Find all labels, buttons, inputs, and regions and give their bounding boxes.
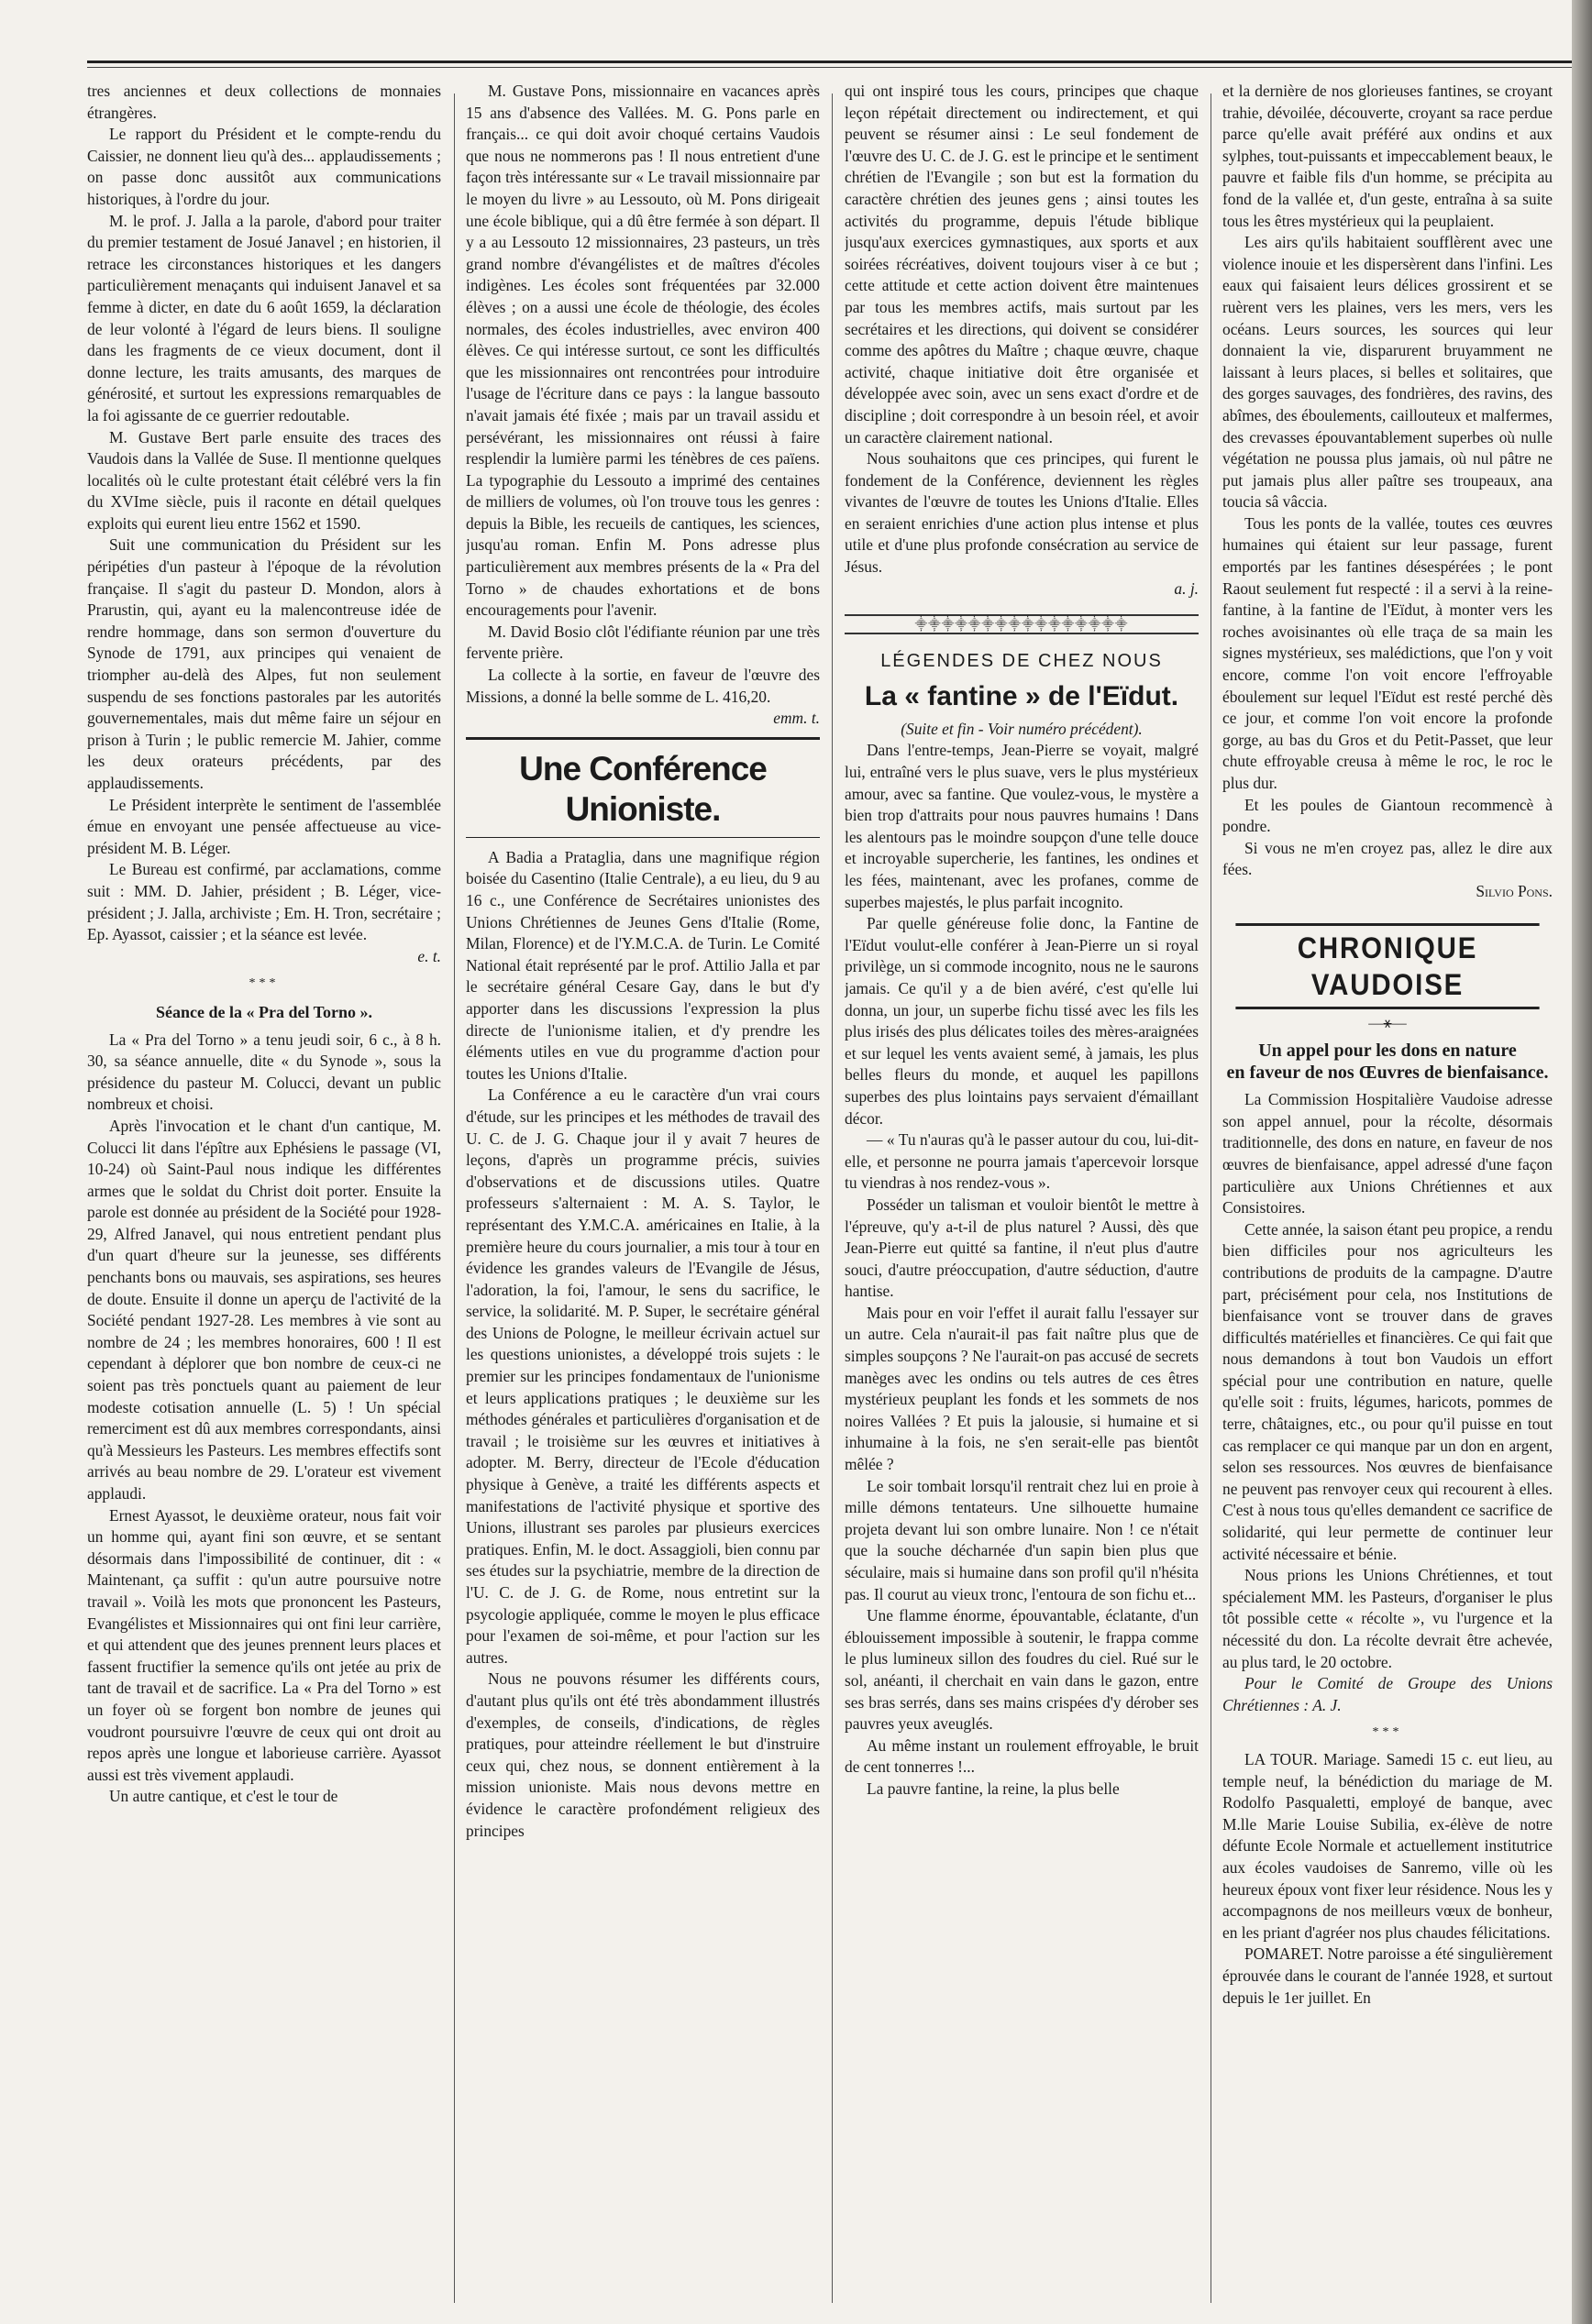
paragraph: — « Tu n'auras qu'à le passer autour du cou, lui-dit-elle, et personne ne pourra jamais t'apercevoir lorsque tu viendras à nos rendez-vous ». xyxy=(845,1130,1199,1193)
column-divider xyxy=(454,94,455,2303)
article-title: La « fantine » de l'Eïdut. xyxy=(864,680,1179,711)
paragraph: Le rapport du Président et le compte-rendu du Caissier, ne donnent lieu qu'à des... applaudissements ; on passe donc aussitôt aux communications historiques, à l'ordre du jour. xyxy=(87,125,441,208)
paragraph: La collecte à la sortie, en faveur de l'œuvre des Missions, a donné la belle somme de L. 416,20. xyxy=(466,666,820,706)
paragraph: Nous prions les Unions Chrétiennes, et tout spécialement MM. les Pasteurs, d'organiser le plus tôt possible cette « récolte », vu l'urgence et la nécessité du don. La récolte devrait être achevée, au plus tard, le 20 octobre. xyxy=(1222,1566,1553,1671)
paragraph: Et les poules de Giantoun recommencè à pondre. xyxy=(1222,795,1553,836)
paragraph: Par quelle généreuse folie donc, la Fantine de l'Eïdut voulut-elle conférer à Jean-Pierre un si royal privilège, un si commode incognito, nous ne le saurons jamais. Ce qu'il y a de bien avéré, c'est qu'elle lui donna, un jour, un superbe fichu tissé avec les fils les plus irisés des plus délicates toiles des mères-araignées et sur lequel les vents avaient semé, à jamais, les plus belles fleurs du monde, et auquel les papillons superbes des plus lointains pays servaient d'émaillant décor. xyxy=(845,914,1199,1128)
signature: Silvio Pons. xyxy=(1476,881,1553,900)
paragraph: Dans l'entre-temps, Jean-Pierre se voyait, malgré lui, entraîné vers le plus suave, vers le plus mystérieux amour, avec sa fantine. Que voulez-vous, le mystère a bien trop d'attraits pour nous pauvres humains ! Dans les alentours pas le moindre soupçon d'une telle douce et incroyable supercherie, les fantines, les ondines et les fées, maintenant, avec les profanes, comme de superbes majestés, le plus parfait incognito. xyxy=(845,741,1199,911)
ornament: —⚹— xyxy=(1368,1015,1407,1031)
paragraph: La Commission Hospitalière Vaudoise adresse son appel annuel, pour la récolte, désormais traditionnelle, des dons en nature, en faveur de nos œuvres de bienfaisance, appel adressé d'une façon particulière aux Unions Chrétiennes et aux Consistoires. xyxy=(1222,1090,1553,1217)
page-edge-shadow xyxy=(1572,0,1592,2324)
paragraph: Si vous ne m'en croyez pas, allez le dire aux fées. xyxy=(1222,838,1553,879)
newspaper-columns xyxy=(87,81,1559,2318)
appeal-heading-line1: Un appel pour les dons en nature xyxy=(1258,1041,1517,1062)
section-stars: *** xyxy=(1372,1725,1403,1740)
paragraph: Le soir tombait lorsqu'il rentrait chez lui en proie à mille démons tentateurs. Une silhouette humaine projeta devant lui son ombre lunaire. Non ! ce n'était que la souche décharnée d'un sapin bien plus que séculaire, mais si humaine dans son profil qu'il n'hésita pas. Il courut au vieux tronc, l'entoura de son fichu et... xyxy=(845,1476,1199,1603)
paragraph: Un autre cantique, et c'est le tour de xyxy=(109,1787,338,1806)
section-stars: *** xyxy=(249,976,280,991)
paragraph: Nous ne pouvons résumer les différents cours, d'autant plus qu'ils ont été très abondamment illustrés d'exemples, de conseils, d'indications, de règles pratiques, pour atteindre réellement le but d'instruire ceux qui, chez nous, se donnent entièrement à la mission unioniste. Mais nous devons mettre en évidence le caractère profondément religieux des principes xyxy=(466,1669,820,1840)
subheading: Séance de la « Pra del Torno ». xyxy=(155,1002,372,1021)
article-title: Une Conférence Unioniste. xyxy=(466,737,820,838)
paragraph: A Badia a Prataglia, dans une magnifique région boisée du Casentino (Italie Centrale), a eu lieu, du 9 au 16 c., une Conférence de Secrétaires unionistes des Unions Chrétiennes de Jeunes Gens d'Italie (Rome, Milan, Florence) et de l'Y.M.C.A. de Turin. Le Comité National était représenté par le prof. Attilio Jalla et par le secrétaire général Cesare Gay, dans le but d'y apporter dans les discussions l'expression la plus directe de l'unionisme italien, et d'y prendre les éléments utiles en vue du programme d'action pour toutes les Unions d'Italie. xyxy=(466,847,820,1083)
paragraph: M. Gustave Pons, missionnaire en vacances après 15 ans d'absence des Vallées. M. G. Pons parle en français... ce qui doit avoir choqué certains Vaudois que nous ne nommerons pas ! Il nous entretient d'une façon très intéressante sur « Le travail missionnaire par le moyen du livre » au Lessouto, où M. Pons dirigeait une école biblique, qui a dû être fermée à son départ. Il y a au Lessouto 12 missionnaires, 23 pasteurs, un très grand nombre d'évangélistes et de maîtres d'écoles indigènes. Les écoles sont fréquentées par 32.000 élèves ; on a aussi une école de théologie, des écoles normales, des écoles industrielles, avec environ 400 élèves. Ce qui intéresse surtout, ce sont les difficultés que les missionnaires ont rencontrées pour introduire l'usage de l'écriture dans ce pays : la langue bassouto n'avait jamais été fixée ; mais par un travail assidu et persévérant, les missionnaires ont réussi à faire resplendir la lumière parmi les ténèbres de ces païens. La typographie du Lessouto a imprimé des centaines de milliers de volumes, où l'on trouve tous les genres : depuis la Bible, les recueils de cantiques, les sciences, jusqu'au roman. Enfin M. Pons adresse plus particulièrement aux membres présents de la « Pra del Torno » de chaudes exhortations et de bons encouragements pour l'avenir. xyxy=(466,82,820,620)
paragraph: Le Bureau est confirmé, par acclamations, comme suit : MM. D. Jahier, président ; B. Léger, vice-président ; J. Jalla, archiviste ; Em. H. Tron, secrétaire ; Ep. Ayassot, caissier ; et la séance est levée. xyxy=(87,860,441,944)
paragraph: POMARET. Notre paroisse a été singulièrement éprouvée dans le courant de l'année 1928, et surtout depuis le 1er juillet. En xyxy=(1222,1944,1553,2007)
paragraph: qui ont inspiré tous les cours, principes que chaque leçon répétait directement ou indirectement, et qui peuvent se résumer ainsi : Le seul fondement de l'œuvre des U. C. de J. G. est le principe et le sentiment chrétien de l'Evangile ; son but est la formation du caractère chrétien des jeunes gens ; ainsi toutes les activités du programme, depuis l'étude biblique jusqu'aux exercices gymnastiques, aux sports et aux soirées récréatives, doivent toujours viser à ce but ; cette attitude et cette action doivent être maintenues par tous les membres actifs, mais surtout par les secrétaires et les directions, qui doivent se considérer comme des apôtres du Maître ; chaque œuvre, chaque activité, chaque initiative doit être organisée et développée avec soin, avec un sens exact d'ordre et de discipline ; doit correspondre à un besoin réel, et avoir un caractère clairement national. xyxy=(845,82,1199,446)
section-heading: LÉGENDES DE CHEZ NOUS xyxy=(880,651,1163,672)
ornament-divider: ⸎⸎⸎⸎⸎⸎⸎⸎⸎⸎⸎⸎⸎⸎⸎⸎ xyxy=(845,614,1199,634)
appeal-heading-line2: en faveur de nos Œuvres de bienfaisance. xyxy=(1226,1063,1549,1084)
column-4 xyxy=(1222,81,1553,2318)
paragraph: Le Président interprète le sentiment de l'assemblée émue en envoyant une pensée affectueuse au vice-président M. B. Léger. xyxy=(87,795,441,857)
signature: a. j. xyxy=(1174,578,1199,598)
paragraph: Une flamme énorme, épouvantable, éclatante, d'un éblouissement impossible à soutenir, le frappa comme le plus lumineux sillon des foudres du ciel. Rué sur le sol, anéanti, il cherchait en vain dans le gazon, entre ses bras serrés, dans ses mains crispées d'y dérober ses pauvres yeux aveuglés. xyxy=(845,1606,1199,1734)
paragraph: Pour le Comité de Groupe des Unions Chrétiennes : A. J. xyxy=(1222,1674,1553,1714)
paragraph: Après l'invocation et le chant d'un cantique, M. Colucci lit dans l'épître aux Ephésiens le passage (VI, 10-24) où Saint-Paul nous indique les différentes armes que le soldat du Christ doit porter. Ensuite la parole est donnée au président de la Société pour 1928-29, Alfred Janavel, qui nous entretient pendant plus d'un quart d'heure sur la jeunesse, ses différents penchants bons ou mauvais, ses aspirations, ses heures de doute. Ensuite il donne un aperçu de l'activité de la Société pendant 1927-28. Les membres à vie sont au nombre de 24 ; les membres honoraires, 600 ! Il est cependant à déplorer que bon nombre de ceux-ci ne soient pas très ponctuels quant au paiement de leur modeste cotisation annuelle (L. 5) ! Un spécial remerciment est dû aux membres correspondants, ainsi qu'à Messieurs les Pasteurs. Les membres effectifs sont arrivés au beau nombre de 29. L'orateur est vivement applaudi. xyxy=(87,1116,441,1503)
top-rule-thin xyxy=(87,67,1592,68)
paragraph: Tous les ponts de la vallée, toutes ces œuvres humaines qui étaient sur leur passage, furent emportés par les fantines désespérées ; le pont Raout seulement fut respecté : il a servi à la reine-fantine, à la fantine de l'Eïdut, à monter vers les roches avoisinantes où elle traça de sa main les signes mystérieux, ses malédictions, que l'on y voit encore, comme l'on voit encore l'effroyable éboulement sur lequel l'Eïdut est resté perché dès ce jour, et comme l'on voit encore la profonde gorge, au bas du Gros et du Petit-Passet, que leur chute effroyable creusa à même le roc, le roc le plus dur. xyxy=(1222,513,1553,792)
paragraph: Suit une communication du Président sur les péripéties d'un pasteur à l'époque de la révolution française. Il s'agit du pasteur D. Mondon, alors à Prarustin, qui, ayant eu la malencontreuse idée de rendre hommage, dans son sermon d'ouverture du Synode de 1791, aux principes qui venaient de triompher au-delà des Alpes, fut non seulement suspendu de ses fonctions pastorales par les autorités gouvernementales, mais dut même faire un séjour en prison à Turin ; le public remercie M. Jahier, comme les deux orateurs précédents, par des applaudissements. xyxy=(87,535,441,792)
paragraph: Posséder un talisman et vouloir bientôt le mettre à l'épreuve, qu'y a-t-il de plus naturel ? Aussi, dès que Jean-Pierre eut quitté sa fantine, il n'eut plus d'autre souci, d'autre préoccupation, d'autre séduction, d'autre hantise. xyxy=(845,1195,1199,1301)
paragraph: Cette année, la saison étant peu propice, a rendu bien difficiles pour nos agriculteurs les contributions de produits de la campagne. D'autre part, précisément pour cela, nos Institutions de bienfaisance vont se trouver dans de graves difficultés matérielles et financières. Ce qui fait que nous demandons à tout bon Vaudois un effort spécial pour une contribution en nature, quelle qu'elle soit : fruits, légumes, haricots, pommes de terre, châtaignes, etc., ou pour qu'il puisse en tout cas remplacer ce qui manque par un don en argent, selon ses ressources. Nos œuvres de bienfaisance ne peuvent pas renvoyer ceux qui recourent à elles. C'est à nous tous qu'elles demandent ce sacrifice de solidarité, qui leur permette de continuer leur activité nécessaire et bénie. xyxy=(1222,1219,1553,1563)
paragraph: La Conférence a eu le caractère d'un vrai cours d'étude, sur les principes et les méthodes de travail des U. C. de J. G. Chaque jour il y avait 7 heures de leçons, d'après un programme précis, suivies d'observations et de discussions utiles. Quatre professeurs s'alternaient : M. A. S. Taylor, le représentant des Y.M.C.A. américaines en Italie, à la première heure du cours journalier, a mis tour à tour en évidence les grandes valeurs de l'Evangile de Jésus, l'adoration, la foi, l'amour, le sens du sacrifice, le service, la solidarité. M. P. Super, le secrétaire général des Unions de Pologne, le meilleur écrivain actuel sur les questions unionistes, a développé trois sujets : le premier sur les principes fondamentaux de l'unionisme et leurs applications pratiques ; le deuxième sur les méthodes générales et particulières d'organisation et de travail ; le troisième sur les œuvres et initiatives à adopter. M. Berry, directeur de l'Ecole d'éducation physique à Genève, a traité les différents aspects et manifestations de l'activité physique et sportive des Unions, illustrant ses paroles par plusieurs exercices pratiques. Enfin, M. le doct. Assaggioli, bien connu par ses études sur la psychiatrie, membre de la direction de l'U. C. de J. G. de Rome, nous entretint sur la psycologie appliquée, comme le moyen le plus efficace pour l'examen de soi-même, et pour l'action sur les autres. xyxy=(466,1085,820,1667)
top-rule xyxy=(87,61,1592,63)
paragraph: Au même instant un roulement effroyable, le bruit de cent tonnerres !... xyxy=(845,1735,1199,1777)
signature: emm. t. xyxy=(773,709,820,728)
paragraph: M. le prof. J. Jalla a la parole, d'abord pour traiter du premier testament de Josué Janavel ; en historien, il retrace les circonstances historiques et les dangers particulièrement menaçants qui induisent Janavel et sa femme à dicter, en date du 6 août 1659, la déclaration de leur volonté à l'égard de leurs biens. Il souligne dans les fragments de ce vieux document, dont il donne lecture, les traits amusants, des marques de générosité, et surtout les expressions remarquables de la foi agissante de ce guerrier redoutable. xyxy=(87,211,441,424)
column-1 xyxy=(87,81,441,2318)
paragraph: et la dernière de nos glorieuses fantines, se croyant trahie, dévoilée, découverte, croyant sa race perdue parce qu'elle avait préféré aux ondins et aux sylphes, tout-puissants et impeccablement beaux, le pauvre et faible fils d'un homme, se précipita au fond de la vallée et, d'un geste, entraîna à sa suite tous les êtres mystérieux qui la peuplaient. xyxy=(1222,82,1553,230)
paragraph: La « Pra del Torno » a tenu jeudi soir, 6 c., à 8 h. 30, sa séance annuelle, dite « du Synode », sous la présidence du pasteur M. Colucci, devant un public nombreux et choisi. xyxy=(87,1030,441,1114)
article-subtitle: (Suite et fin - Voir numéro précédent). xyxy=(901,719,1143,738)
column-3 xyxy=(845,81,1199,2318)
paragraph: Nous souhaitons que ces principes, qui furent le fondement de la Conférence, deviennent les règles vivantes de l'œuvre de toutes les Unions d'Italie. Elles en seraient enrichies d'une action plus intense et plus utile et d'une plus profonde consécration au service de Jésus. xyxy=(845,449,1199,577)
column-divider xyxy=(832,94,833,2303)
section-title: CHRONIQUE VAUDOISE xyxy=(1235,923,1539,1009)
paragraph: Ernest Ayassot, le deuxième orateur, nous fait voir un homme qui, ayant fini son œuvre, et se sentant désormais dans l'impossibilité de continuer, dit : « Maintenant, ça suffit : qu'un autre poursuive notre travail ». Voilà les mots que prononcent les Pasteurs, Evangélistes et Missionnaires qui ont fini leur carrière, et qui attendent que des jeunes prennent leurs places et fassent fructifier la semence qu'ils ont jetée au prix de tant de travail et de sacrifice. La « Pra del Torno » est un foyer où se forgent bon nombre de jeunes qui voudront poursuivre l'œuvre de ceux qui ont droit au repos après une longue et laborieuse carrière. Ayassot aussi est très vivement applaudi. xyxy=(87,1505,441,1784)
paragraph: LA TOUR. Mariage. Samedi 15 c. eut lieu, au temple neuf, la bénédiction du mariage de M. Rodolfo Pasqualetti, employé de banque, avec M.lle Marie Louise Subilia, ex-élève de notre défunte Ecole Normale et actuellement institutrice aux écoles vaudoises de Sanremo, ville où les heureux époux vont fixer leur résidence. Nous les y accompagnons de nos meilleurs vœux de bonheur, en les priant d'agréer nos plus chaudes félicitations. xyxy=(1222,1749,1553,1942)
paragraph: M. David Bosio clôt l'édifiante réunion par une très fervente prière. xyxy=(466,622,820,663)
paragraph: Les airs qu'ils habitaient soufflèrent avec une violence inouie et les dispersèrent dans l'infini. Les eaux qui faisaient leurs délices grossirent et se ruèrent vers les plaines, vers les mers, vers les océans. Leurs sources, les sources qui leur donnaient la vie, disparurent bruyamment ne laissant à leurs places, si belles et solitaires, que des gorges sauvages, des fondrières, des ravins, des abîmes, des éboulements, caillouteux et malfermes, des crevasses épouvantablement superbes où nulle végétation ne poussa plus jamais, où nul pâtre ne put jamais plus aller paître ses troupeaux, ana toucia sâ vâccia. xyxy=(1222,233,1553,512)
column-2 xyxy=(466,81,820,2318)
paragraph: La pauvre fantine, la reine, la plus belle xyxy=(867,1779,1120,1798)
signature: e. t. xyxy=(417,946,441,965)
paragraph: tres anciennes et deux collections de monnaies étrangères. xyxy=(87,82,441,122)
paragraph: Mais pour en voir l'effet il aurait fallu l'essayer sur un autre. Cela n'aurait-il pas fait naître plus que de simples soupçons ? Ne l'aurait-on pas accusé de secrets manèges avec les ondins ou tels autres de ces êtres mystérieux peuplant les fonds et les sommets de nos noires Vallées ? Et puis la jalousie, si humaine et si inhumaine à la fois, ne s'en serait-elle pas bientôt mêlée ? xyxy=(845,1303,1199,1474)
paragraph: M. Gustave Bert parle ensuite des traces des Vaudois dans la Vallée de Suse. Il mentionne quelques localités où le culte protestant était célébré vers la fin du XVIme siècle, puis il raconte en détail quelques exploits qui eurent lieu entre 1562 et 1590. xyxy=(87,427,441,533)
